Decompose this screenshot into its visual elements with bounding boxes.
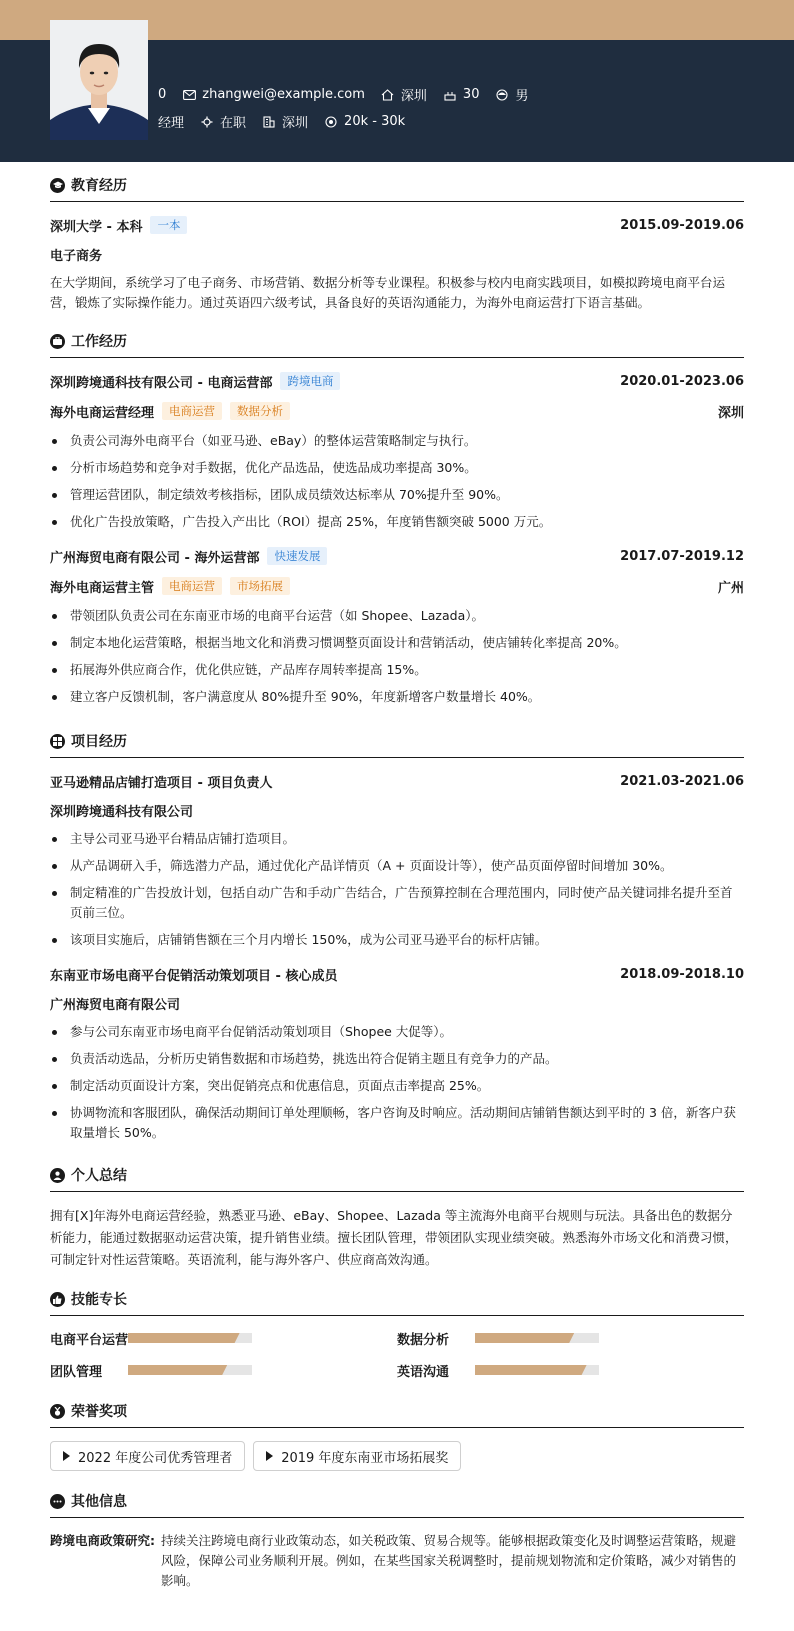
education-head (50, 215, 744, 235)
company-name: 广州海贸电商有限公司 - 海外运营部 (50, 550, 260, 566)
email-text: zhangwei@example.com (202, 87, 365, 102)
list-item: 优化广告投放策略，广告投入产出比（ROI）提高 25%，年度销售额突破 5000 万元。 (50, 512, 744, 532)
job-entry (50, 546, 744, 707)
list-item: 拓展海外供应商合作，优化供应链，产品库存周转率提高 15%。 (50, 660, 744, 680)
building-icon (262, 115, 276, 129)
role-tag: 数据分析 (230, 402, 290, 420)
section-title: 荣誉奖项 (71, 1404, 127, 1420)
job-bullets (50, 606, 744, 707)
gender-text: 男 (515, 89, 529, 104)
section-heading (50, 1491, 744, 1518)
list-item: 制定本地化运营策略，根据当地文化和消费习惯调整页面设计和营销活动，使店铺转化率提高 20%。 (50, 633, 744, 653)
major: 电子商务 (50, 249, 103, 264)
education-date: 2015.09-2019.06 (620, 217, 744, 233)
skills-grid (50, 1329, 744, 1379)
other-info-label: 跨境电商政策研究: (50, 1533, 155, 1548)
award-item (253, 1441, 461, 1471)
resume-body (50, 175, 744, 1591)
section-title: 教育经历 (71, 178, 127, 194)
company-tag: 快速发展 (267, 547, 327, 565)
job-city: 广州 (717, 580, 744, 596)
skill-level-bar (475, 1333, 599, 1343)
job-row (138, 112, 421, 131)
medal-icon (50, 1404, 65, 1419)
list-item: 协调物流和客服团队，确保活动期间订单处理顺畅，客户咨询及时响应。活动期间店铺销售额达到平时的 3 倍，新客户获取量增长 50%。 (50, 1103, 744, 1143)
role-title: 海外电商运营经理 (50, 405, 155, 421)
graduation-cap-icon (50, 178, 65, 193)
city-text: 深圳 (282, 116, 309, 131)
skill-level-fill (128, 1333, 240, 1343)
section-heading (50, 731, 744, 758)
role-row (50, 401, 744, 421)
skill-item (50, 1329, 397, 1347)
gender-icon (495, 88, 509, 102)
mail-icon (182, 88, 196, 102)
salary-text: 20k - 30k (344, 114, 406, 129)
status-icon (200, 115, 214, 129)
list-item: 建立客户反馈机制，客户满意度从 80%提升至 90%，年度新增客户数量增长 40%。 (50, 687, 744, 707)
role-tag: 电商运营 (162, 402, 222, 420)
list-item: 管理运营团队，制定绩效考核指标，团队成员绩效达标率从 70%提升至 90%。 (50, 485, 744, 505)
role-row (50, 576, 744, 596)
projects-section (50, 731, 744, 1143)
section-heading (50, 1289, 744, 1316)
list-item: 带领团队负责公司在东南亚市场的电商平台运营（如 Shopee、Lazada）。 (50, 606, 744, 626)
job-date: 2020.01-2023.06 (620, 373, 744, 389)
project-date: 2021.03-2021.06 (620, 773, 744, 789)
job-head (50, 546, 744, 566)
section-title: 其他信息 (71, 1494, 127, 1510)
profile-photo (50, 20, 148, 140)
salary-icon (324, 115, 338, 129)
school-name: 深圳大学 - 本科 (50, 219, 143, 235)
list-item: 该项目实施后，店铺销售额在三个月内增长 150%，成为公司亚马逊平台的标杆店铺。 (50, 930, 744, 950)
project-company: 深圳跨境通科技有限公司 (50, 805, 194, 820)
job-head (50, 371, 744, 391)
section-heading (50, 1165, 744, 1192)
skill-item (397, 1329, 744, 1347)
briefcase-icon (50, 334, 65, 349)
age-icon (443, 88, 457, 102)
project-bullets (50, 829, 744, 950)
skill-level-bar (128, 1365, 252, 1375)
role-title: 海外电商运营主管 (50, 580, 155, 596)
age-text: 30 (462, 87, 480, 102)
award-item (50, 1441, 245, 1471)
awards-section (50, 1401, 744, 1471)
project-head (50, 964, 744, 984)
project-entry (50, 964, 744, 1143)
skill-level-bar (128, 1333, 252, 1343)
company-name: 深圳跨境通科技有限公司 - 电商运营部 (50, 375, 273, 391)
school-tag: 一本 (150, 216, 187, 234)
section-title: 技能专长 (71, 1292, 127, 1308)
list-item: 制定精准的广告投放计划，包括自动广告和手动广告结合，广告预算控制在合理范围内，同时使产品关键词排名提升至首页前三位。 (50, 883, 744, 923)
summary-section (50, 1165, 744, 1271)
job-date: 2017.07-2019.12 (620, 548, 744, 564)
role-tag: 市场拓展 (230, 577, 290, 595)
list-item: 从产品调研入手，筛选潜力产品，通过优化产品详情页（A + 页面设计等），使产品页面停留时间增加 30%。 (50, 856, 744, 876)
skill-name: 电商平台运营 (50, 1332, 129, 1348)
project-name: 亚马逊精品店铺打造项目 - 项目负责人 (50, 775, 273, 791)
list-item: 主导公司亚马逊平台精品店铺打造项目。 (50, 829, 744, 849)
section-title: 个人总结 (71, 1168, 127, 1184)
list-item: 分析市场趋势和竞争对手数据，优化产品选品，使选品成功率提高 30%。 (50, 458, 744, 478)
info-icon (50, 1494, 65, 1509)
project-date: 2018.09-2018.10 (620, 966, 744, 982)
skill-level-fill (475, 1333, 574, 1343)
skill-name: 英语沟通 (397, 1364, 450, 1380)
section-heading (50, 175, 744, 202)
job-entry (50, 371, 744, 532)
other-section (50, 1491, 744, 1591)
project-company: 广州海贸电商有限公司 (50, 998, 181, 1013)
gender-item (495, 85, 528, 104)
skill-level-bar (475, 1365, 599, 1375)
play-icon (266, 1451, 273, 1461)
other-info-text: 持续关注跨境电商行业政策动态，如关税政策、贸易合规等。能够根据政策变化及时调整运营策略，规避风险，保障公司业务顺利开展。例如，在某些国家关税调整时，提前规划物流和定价策略，减少对销售的影响。 (161, 1533, 737, 1588)
project-name: 东南亚市场电商平台促销活动策划项目 - 核心成员 (50, 968, 338, 984)
list-item: 制定活动页面设计方案，突出促销亮点和优惠信息，页面点击率提高 25%。 (50, 1076, 744, 1096)
home-icon (381, 88, 395, 102)
contact-row (138, 85, 544, 104)
list-item: 参与公司东南亚市场电商平台促销活动策划项目（Shopee 大促等）。 (50, 1022, 744, 1042)
role-tag: 电商运营 (162, 577, 222, 595)
skills-section (50, 1289, 744, 1379)
work-section (50, 331, 744, 707)
skill-name: 团队管理 (50, 1364, 103, 1380)
age-item (443, 87, 480, 102)
other-info-row (50, 1531, 744, 1591)
section-heading (50, 331, 744, 358)
skill-level-fill (475, 1365, 587, 1375)
email-item (182, 87, 365, 102)
user-icon (50, 1168, 65, 1183)
project-head (50, 771, 744, 791)
awards-list (50, 1441, 744, 1471)
thumbs-up-icon (50, 1292, 65, 1307)
section-title: 工作经历 (71, 334, 127, 350)
skill-name: 数据分析 (397, 1332, 450, 1348)
home-text: 深圳 (400, 89, 427, 104)
city-item (262, 112, 308, 131)
job-text: 经理 (158, 116, 185, 131)
section-title: 项目经历 (71, 734, 127, 750)
award-label: 2022 年度公司优秀管理者 (78, 1450, 233, 1466)
skill-level-fill (128, 1365, 227, 1375)
company-tag: 跨境电商 (280, 372, 340, 390)
project-entry (50, 771, 744, 950)
list-item: 负责公司海外电商平台（如亚马逊、eBay）的整体运营策略制定与执行。 (50, 431, 744, 451)
status-item (200, 112, 246, 131)
status-text: 在职 (220, 116, 247, 131)
list-item: 负责活动选品，分析历史销售数据和市场趋势，挑选出符合促销主题且有竞争力的产品。 (50, 1049, 744, 1069)
education-section (50, 175, 744, 313)
phone-text: 0 (158, 87, 167, 102)
job-city: 深圳 (717, 405, 744, 421)
home-item (381, 85, 427, 104)
summary-text: 拥有[X]年海外电商运营经验，熟悉亚马逊、eBay、Shopee、Lazada 等主流海外电商平台规则与玩法。具备出色的数据分析能力，能通过数据驱动运营决策，提升销售业绩。擅长团队管理，带领团队实现业绩突破。熟悉海外市场文化和消费习惯，可制定针对性运营策略。英语流利，能与海外客户、供应商高效沟通。 (50, 1208, 738, 1267)
skill-item (397, 1361, 744, 1379)
job-bullets (50, 431, 744, 532)
award-label: 2019 年度东南亚市场拓展奖 (281, 1450, 449, 1466)
play-icon (63, 1451, 70, 1461)
education-description: 在大学期间，系统学习了电子商务、市场营销、数据分析等专业课程。积极参与校内电商实践项目，如模拟跨境电商平台运营，锻炼了实际操作能力。通过英语四六级考试，具备良好的英语沟通能力，为海外电商运营打下语言基础。 (50, 275, 726, 310)
section-heading (50, 1401, 744, 1428)
skill-item (50, 1361, 397, 1379)
salary-item (324, 114, 405, 129)
grid-icon (50, 734, 65, 749)
project-bullets (50, 1022, 744, 1143)
